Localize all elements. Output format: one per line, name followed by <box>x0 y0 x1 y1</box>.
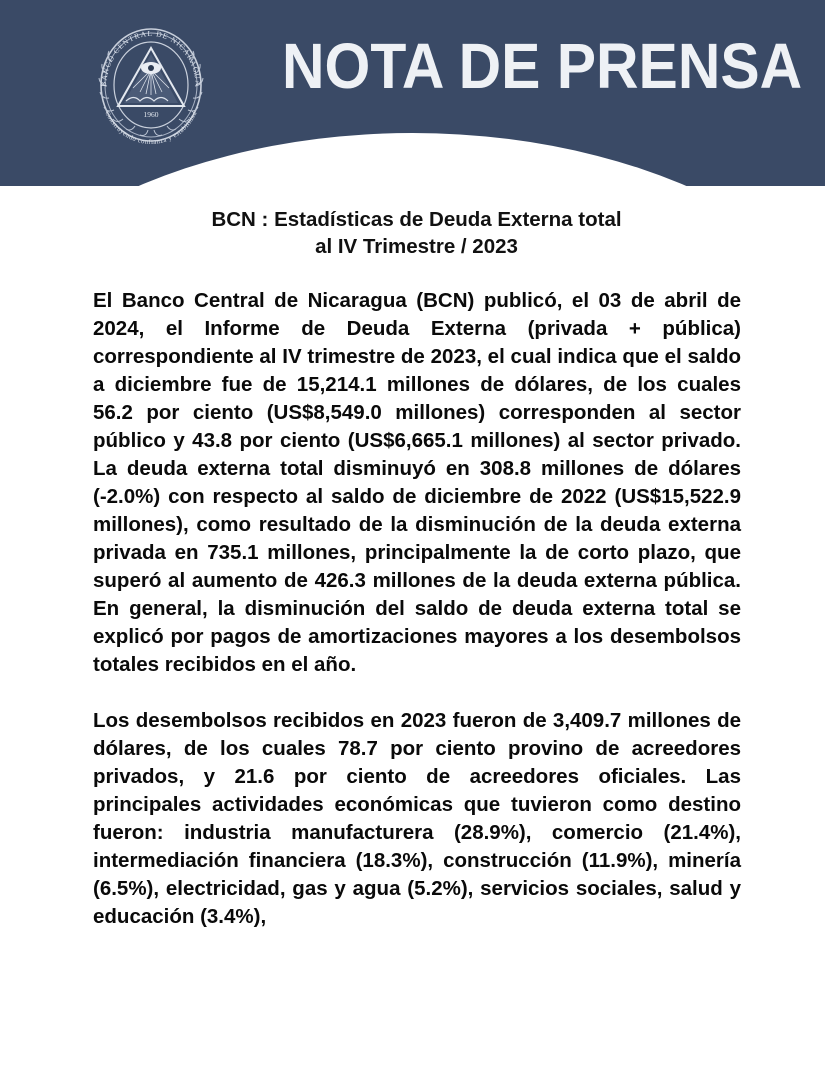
svg-text:Construyendo confianza y estab: Construyendo confianza y estabilidad <box>103 110 199 147</box>
svg-text:1960: 1960 <box>143 110 159 119</box>
banco-central-de-nicaragua-seal-icon <box>88 22 214 148</box>
body-paragraph: El Banco Central de Nicaragua (BCN) publicó, el 03 de abril de 2024, el Informe de Deuda Externa (privada + pública) correspondiente al IV trimestre de 2023, el cual indica que el saldo a diciembre fue de 15,214.1 millones de dólares, de los cuales 56.2 por ciento (US$8,549.0 millones) corresponden al sector público y 43.8 por ciento (US$6,665.1 millones) al sector privado. La deuda externa total disminuyó en 308.8 millones de dólares (-2.0%) con respecto al saldo de diciembre de 2022 (US$15,522.9 millones), como resultado de la disminución de la deuda externa privada en 735.1 millones, principalmente la de corto plazo, que superó al aumento de 426.3 millones de la deuda externa pública. En general, la disminución del saldo de deuda externa total se explicó por pagos de amortizaciones mayores a los desembolsos totales recibidos en el año. <box>93 289 741 676</box>
page-title <box>93 206 740 260</box>
svg-text:BANCO CENTRAL DE NICARAGUA: BANCO CENTRAL DE NICARAGUA <box>98 28 204 88</box>
page-title-line-1: BCN : Estadísticas de Deuda Externa total <box>211 208 622 231</box>
press-release-header-banner <box>0 0 825 186</box>
nota-de-prensa-wordmark: NOTA DE PRENSA <box>282 30 803 102</box>
body-paragraph: Los desembolsos recibidos en 2023 fueron de 3,409.7 millones de dólares, de los cuales 78.7 por ciento provino de acreedores privados, y 21.6 por ciento de acreedores oficiales. Las principales actividades económicas que tuvieron como destino fueron: industria manufacturera (28.9%), comercio (21.4%), intermediación financiera (18.3%), construcción (11.9%), minería (6.5%), electricidad, gas y agua (5.2%), servicios sociales, salud y educación (3.4%), <box>93 709 741 928</box>
page-title-line-2: al IV Trimestre / 2023 <box>315 235 518 258</box>
press-release-body <box>93 287 741 931</box>
